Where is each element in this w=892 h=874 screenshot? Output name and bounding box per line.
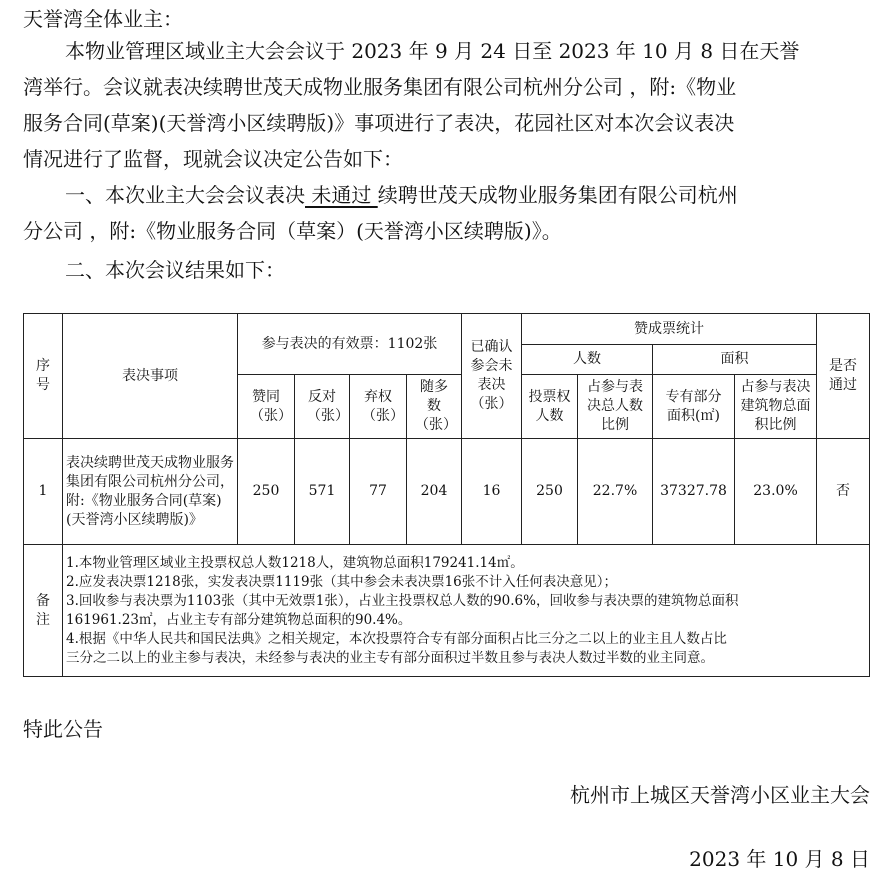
header-abstain: 弃权（张） [350,375,407,439]
header-people-ratio: 占参与表决总人数比例 [578,375,653,439]
item1-line-1 [65,180,738,210]
row-abstain: 77 [350,439,407,545]
intro-line-4: 情况进行了监督，现就会议决定公告如下： [23,147,403,171]
header-area: 面积 [653,345,817,375]
note-2: 2.应发表决票1218张，实发表决票1119张（其中参会未表决票16张不计入任何表决意见）； [66,573,618,590]
header-follow: 随多数（张） [407,375,462,439]
closing: 特此公告 [23,717,103,741]
header-voters: 投票权人数 [522,375,578,439]
item1-prefix: 一、本次业主大会会议表决 [65,183,305,207]
table-row [24,439,870,545]
header-no: 序号 [24,314,63,439]
intro-line-2: 湾举行。会议就表决续聘世茂天成物业服务集团有限公司杭州分公司 ，附:《物业 [23,75,737,99]
salutation: 天誉湾全体业主： [23,7,183,31]
header-oppose: 反对（张） [295,375,350,439]
header-item: 表决事项 [63,314,238,439]
item1-line-2: 分公司 ，附:《物业服务合同（草案）(天誉湾小区续聘版)》。 [23,219,562,243]
item1-result: 未通过 [305,183,378,207]
header-stats: 赞成票统计 [522,314,817,345]
header-area-ratio: 占参与表决建筑物总面积比例 [735,375,817,439]
header-valid-votes: 参与表决的有效票：1102张 [238,314,462,375]
note-1: 1.本物业管理区域业主投票权总人数1218人，建筑物总面积179241.14㎡。 [66,554,524,571]
signer: 杭州市上城区天誉湾小区业主大会 [570,783,870,807]
date: 2023 年 10 月 8 日 [689,847,870,871]
row-oppose: 571 [295,439,350,545]
row-voters: 250 [522,439,578,545]
note-4: 4.根据《中华人民共和国民法典》之相关规定，本次投票符合专有部分面积占比三分之二以上的业主且人数占比 [66,630,727,647]
item2: 二、本次会议结果如下： [65,258,285,282]
row-item: 表决续聘世茂天成物业服务集团有限公司杭州分公司，附:《物业服务合同(草案)(天誉湾小区续聘版)》 [63,439,238,545]
header-area-value: 专有部分面积(㎡) [653,375,735,439]
row-no: 1 [24,439,63,545]
row-area-ratio: 23.0% [735,439,817,545]
notes-label: 备注 [24,545,63,677]
results-table [23,313,870,677]
notes [63,545,870,677]
header-confirmed: 已确认参会未表决（张） [462,314,522,439]
row-people-ratio: 22.7% [578,439,653,545]
note-3-cont: 161961.23㎡，占业主专有部分建筑物总面积的90.4%。 [66,611,412,628]
note-3: 3.回收参与表决票为1103张（其中无效票1张），占业主投票权总人数的90.6%，回收参与表决票的建筑物总面积 [66,592,739,609]
header-people: 人数 [522,345,653,375]
header-agree: 赞同（张） [238,375,295,439]
note-4-cont: 三分之二以上的业主参与表决，未经参与表决的业主专有部分面积过半数且参与表决人数过半数的业主同意。 [66,649,714,666]
header-pass: 是否通过 [817,314,870,439]
row-agree: 250 [238,439,295,545]
intro-line-3: 服务合同(草案)(天誉湾小区续聘版)》事项进行了表决，花园社区对本次会议表决 [23,111,735,135]
row-follow: 204 [407,439,462,545]
intro-line-1: 本物业管理区域业主大会会议于 2023 年 9 月 24 日至 2023 年 10 月 8 日在天誉 [65,39,800,63]
row-area: 37327.78 [653,439,735,545]
row-pass: 否 [817,439,870,545]
item1-suffix: 续聘世茂天成物业服务集团有限公司杭州 [377,183,738,207]
row-confirmed: 16 [462,439,522,545]
